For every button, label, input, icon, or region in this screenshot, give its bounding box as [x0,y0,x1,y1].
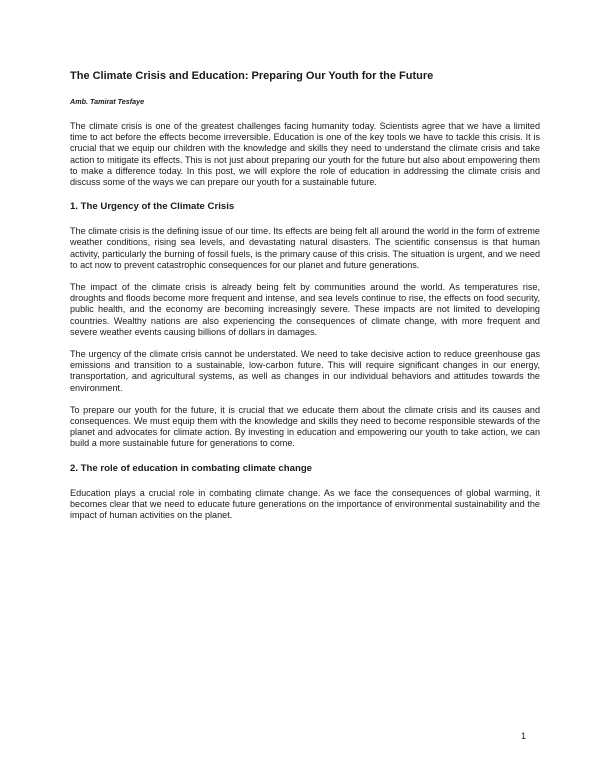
page-number: 1 [521,731,527,741]
body-paragraph: To prepare our youth for the future, it is crucial that we educate them about the climate crisis and its causes and consequences. We must equip them with the knowledge and skills they need to become responsible stewards of the planet and advocates for climate action. By investing in education and empowering our youth to take action, we can build a more sustainable future for generations to come. [70,404,540,449]
section-heading: 1. The Urgency of the Climate Crisis [70,201,235,213]
author-name: Amb. Tamirat Tesfaye [70,97,145,106]
body-paragraph: The climate crisis is the defining issue of our time. Its effects are being felt all around the world in the form of extreme weather conditions, rising sea levels, and devastating natural disasters. The scientific consensus is that human activity, particularly the burning of fossil fuels, is the primary cause of this crisis. The situation is urgent, and we need to act now to prevent catastrophic consequences for our planet and future generations. [70,226,540,270]
intro-paragraph: The climate crisis is one of the greatest challenges facing humanity today. Scientists agree that we have a limited time to act before the effects become irreversible. Education is one of the key tools we have to tackle this crisis. It is crucial that we equip our children with the knowledge and skills they need to understand the climate crisis and take action to mitigate its effects. This is not just about preparing our youth for the future but also about empowering them to make a difference today. In this post, we will explore the role of education in addressing the climate crisis and discuss some of the ways we can prepare our youth for a sustainable future. [70,121,540,188]
body-paragraph: Education plays a crucial role in combating climate change. As we face the consequences of global warming, it becomes clear that we need to educate future generations on the importance of environmental sustainability and the impact of human activities on the planet. [70,487,540,521]
page-content [70,70,540,521]
body-paragraph: The impact of the climate crisis is already being felt by communities around the world. As temperatures rise, droughts and floods become more frequent and intense, and sea levels continue to rise, the effects on food security, public health, and the economy are becoming increasingly severe. These impacts are not limited to developing countries. Wealthy nations are also experiencing the consequences of climate change, with more frequent and severe weather events causing billions of dollars in damages. [70,282,540,337]
document-title: The Climate Crisis and Education: Preparing Our Youth for the Future [70,70,434,82]
section-heading: 2. The role of education in combating climate change [70,462,313,474]
body-paragraph: The urgency of the climate crisis cannot be understated. We need to take decisive action to reduce greenhouse gas emissions and transition to a sustainable, low-carbon future. This will require significant changes in our energy, transportation, and agricultural systems, as well as changes in our individual behaviors and attitudes towards the environment. [70,349,540,393]
